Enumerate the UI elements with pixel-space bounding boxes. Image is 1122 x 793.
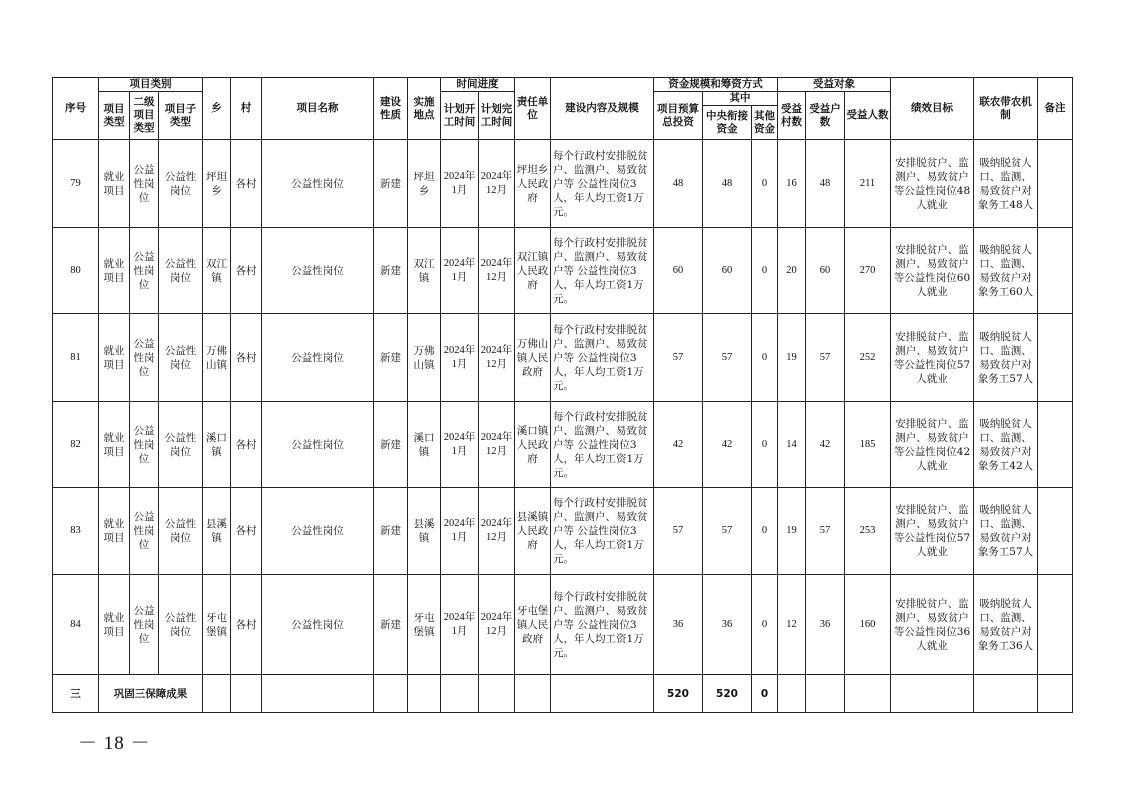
- cell-remarks: [1038, 314, 1073, 402]
- cell-planned-end: 2024年12月: [479, 488, 515, 575]
- cell-location: 双江镇: [408, 228, 441, 314]
- cell-benef-households: 57: [806, 488, 845, 575]
- cell-remarks: [1038, 575, 1073, 675]
- cell-seq: 84: [53, 575, 99, 675]
- cell-planned-end: 2024年12月: [479, 402, 515, 488]
- cell-remarks: [1038, 228, 1073, 314]
- cell-content-scale: 每个行政村安排脱贫户、监测户、易致贫户等 公益性岗位3人，年人均工资1万元。: [551, 488, 654, 575]
- cell-planned-end: 2024年12月: [479, 140, 515, 228]
- cell-township: 溪口镇: [203, 402, 231, 488]
- summary-empty: [551, 675, 654, 713]
- cell-other-funds: 0: [752, 402, 778, 488]
- cell-content-scale: 每个行政村安排脱贫户、监测户、易致贫户等 公益性岗位3人，年人均工资1万元。: [551, 575, 654, 675]
- cell-village: 各村: [231, 488, 262, 575]
- header-construction-nature: 建设性质: [374, 78, 408, 140]
- cell-township: 坪坦乡: [203, 140, 231, 228]
- cell-performance: 安排脱贫户、监测户、易致贫户等公益性岗位57人就业: [891, 314, 974, 402]
- summary-empty: [778, 675, 806, 713]
- summary-empty: [231, 675, 262, 713]
- header-schedule: 时间进度: [441, 78, 515, 92]
- project-table: [52, 77, 1073, 713]
- header-benef-villages: 受益村数: [778, 92, 806, 140]
- cell-linkage: 吸纳脱贫人口、监测、易致贫户对象务工57人: [974, 488, 1038, 575]
- cell-village: 各村: [231, 314, 262, 402]
- cell-planned-start: 2024年1月: [441, 228, 479, 314]
- cell-remarks: [1038, 140, 1073, 228]
- cell-benef-villages: 19: [778, 314, 806, 402]
- page-number: － 18 －: [78, 733, 151, 754]
- cell-planned-end: 2024年12月: [479, 575, 515, 675]
- cell-benef-villages: 19: [778, 488, 806, 575]
- cell-village: 各村: [231, 228, 262, 314]
- summary-empty: [441, 675, 479, 713]
- summary-name: 巩固三保障成果: [99, 675, 203, 713]
- cell-village: 各村: [231, 140, 262, 228]
- cell-location: 万佛山镇: [408, 314, 441, 402]
- cell-content-scale: 每个行政村安排脱贫户、监测户、易致贫户等 公益性岗位3人，年人均工资1万元。: [551, 140, 654, 228]
- cell-level2-type: 公益性岗位: [130, 488, 159, 575]
- cell-construction-nature: 新建: [374, 140, 408, 228]
- cell-responsible-unit: 双江镇人民政府: [515, 228, 551, 314]
- cell-benef-villages: 12: [778, 575, 806, 675]
- cell-planned-end: 2024年12月: [479, 314, 515, 402]
- cell-planned-start: 2024年1月: [441, 140, 479, 228]
- cell-remarks: [1038, 488, 1073, 575]
- header-content-scale: 建设内容及规模: [551, 78, 654, 140]
- table-row: [53, 402, 1073, 488]
- table-row: [53, 314, 1073, 402]
- cell-benef-people: 253: [845, 488, 891, 575]
- cell-benef-households: 36: [806, 575, 845, 675]
- header-project-type: 项目类型: [99, 92, 130, 140]
- cell-township: 县溪镇: [203, 488, 231, 575]
- summary-empty: [203, 675, 231, 713]
- header-sub-type: 项目子类型: [159, 92, 203, 140]
- cell-linkage: 吸纳脱贫人口、监测、易致贫户对象务工42人: [974, 402, 1038, 488]
- header-central-funds: 中央衔接资金: [703, 106, 752, 140]
- summary-empty: [479, 675, 515, 713]
- header-other-funds: 其他资金: [752, 106, 778, 140]
- cell-project-name: 公益性岗位: [262, 488, 374, 575]
- header-responsible-unit: 责任单位: [515, 78, 551, 140]
- cell-village: 各村: [231, 402, 262, 488]
- cell-project-type: 就业项目: [99, 140, 130, 228]
- header-project-category: 项目类别: [99, 78, 203, 92]
- header-project-name: 项目名称: [262, 78, 374, 140]
- cell-content-scale: 每个行政村安排脱贫户、监测户、易致贫户等 公益性岗位3人，年人均工资1万元。: [551, 314, 654, 402]
- cell-total-budget: 60: [654, 228, 703, 314]
- cell-project-type: 就业项目: [99, 575, 130, 675]
- cell-sub-type: 公益性岗位: [159, 488, 203, 575]
- cell-construction-nature: 新建: [374, 228, 408, 314]
- header-linkage: 联农带农机制: [974, 78, 1038, 140]
- summary-empty: [806, 675, 845, 713]
- header-benef-people: 受益人数: [845, 92, 891, 140]
- cell-performance: 安排脱贫户、监测户、易致贫户等公益性岗位60人就业: [891, 228, 974, 314]
- cell-performance: 安排脱贫户、监测户、易致贫户等公益性岗位57人就业: [891, 488, 974, 575]
- table-row: [53, 488, 1073, 575]
- cell-level2-type: 公益性岗位: [130, 314, 159, 402]
- header-seq: 序号: [53, 78, 99, 140]
- cell-other-funds: 0: [752, 488, 778, 575]
- cell-benef-households: 48: [806, 140, 845, 228]
- cell-seq: 82: [53, 402, 99, 488]
- cell-level2-type: 公益性岗位: [130, 140, 159, 228]
- header-village: 村: [231, 78, 262, 140]
- cell-other-funds: 0: [752, 314, 778, 402]
- cell-construction-nature: 新建: [374, 314, 408, 402]
- cell-sub-type: 公益性岗位: [159, 402, 203, 488]
- cell-performance: 安排脱贫户、监测户、易致贫户等公益性岗位42人就业: [891, 402, 974, 488]
- summary-other: 0: [752, 675, 778, 713]
- cell-linkage: 吸纳脱贫人口、监测、易致贫户对象务工60人: [974, 228, 1038, 314]
- summary-empty: [845, 675, 891, 713]
- cell-construction-nature: 新建: [374, 402, 408, 488]
- cell-project-type: 就业项目: [99, 228, 130, 314]
- cell-planned-start: 2024年1月: [441, 575, 479, 675]
- cell-content-scale: 每个行政村安排脱贫户、监测户、易致贫户等 公益性岗位3人，年人均工资1万元。: [551, 402, 654, 488]
- cell-responsible-unit: 坪坦乡人民政府: [515, 140, 551, 228]
- cell-responsible-unit: 牙屯堡镇人民政府: [515, 575, 551, 675]
- cell-benef-people: 160: [845, 575, 891, 675]
- cell-planned-end: 2024年12月: [479, 228, 515, 314]
- cell-central-funds: 57: [703, 488, 752, 575]
- cell-other-funds: 0: [752, 228, 778, 314]
- cell-planned-start: 2024年1月: [441, 402, 479, 488]
- summary-empty: [408, 675, 441, 713]
- header-level2-type: 二级项目类型: [130, 92, 159, 140]
- header-planned-end: 计划完工时间: [479, 92, 515, 140]
- cell-central-funds: 48: [703, 140, 752, 228]
- cell-seq: 83: [53, 488, 99, 575]
- cell-township: 万佛山镇: [203, 314, 231, 402]
- cell-level2-type: 公益性岗位: [130, 228, 159, 314]
- cell-benef-villages: 14: [778, 402, 806, 488]
- summary-total: 520: [654, 675, 703, 713]
- header-performance: 绩效目标: [891, 78, 974, 140]
- cell-village: 各村: [231, 575, 262, 675]
- cell-location: 溪口镇: [408, 402, 441, 488]
- header-township: 乡: [203, 78, 231, 140]
- summary-empty: [515, 675, 551, 713]
- cell-benef-people: 270: [845, 228, 891, 314]
- cell-sub-type: 公益性岗位: [159, 575, 203, 675]
- cell-total-budget: 57: [654, 314, 703, 402]
- header-beneficiaries: 受益对象: [778, 78, 891, 92]
- table-row: [53, 140, 1073, 228]
- cell-benef-households: 42: [806, 402, 845, 488]
- cell-other-funds: 0: [752, 140, 778, 228]
- header-total-budget: 项目预算总投资: [654, 92, 703, 140]
- summary-central: 520: [703, 675, 752, 713]
- header-of-which: 其中: [703, 92, 778, 106]
- cell-project-name: 公益性岗位: [262, 140, 374, 228]
- cell-seq: 80: [53, 228, 99, 314]
- cell-total-budget: 36: [654, 575, 703, 675]
- cell-benef-people: 211: [845, 140, 891, 228]
- cell-construction-nature: 新建: [374, 575, 408, 675]
- cell-project-type: 就业项目: [99, 402, 130, 488]
- cell-benef-people: 252: [845, 314, 891, 402]
- cell-level2-type: 公益性岗位: [130, 575, 159, 675]
- cell-benef-households: 60: [806, 228, 845, 314]
- cell-project-name: 公益性岗位: [262, 402, 374, 488]
- cell-total-budget: 48: [654, 140, 703, 228]
- cell-location: 坪坦乡: [408, 140, 441, 228]
- cell-planned-start: 2024年1月: [441, 314, 479, 402]
- cell-location: 牙屯堡镇: [408, 575, 441, 675]
- cell-benef-people: 185: [845, 402, 891, 488]
- cell-project-type: 就业项目: [99, 488, 130, 575]
- cell-performance: 安排脱贫户、监测户、易致贫户等公益性岗位48人就业: [891, 140, 974, 228]
- cell-benef-villages: 16: [778, 140, 806, 228]
- cell-central-funds: 42: [703, 402, 752, 488]
- cell-responsible-unit: 县溪镇人民政府: [515, 488, 551, 575]
- header-remarks: 备注: [1038, 78, 1073, 140]
- summary-empty: [1038, 675, 1073, 713]
- summary-seq: 三: [53, 675, 99, 713]
- cell-linkage: 吸纳脱贫人口、监测、易致贫户对象务工36人: [974, 575, 1038, 675]
- cell-township: 双江镇: [203, 228, 231, 314]
- cell-responsible-unit: 万佛山镇人民政府: [515, 314, 551, 402]
- cell-level2-type: 公益性岗位: [130, 402, 159, 488]
- header-planned-start: 计划开工时间: [441, 92, 479, 140]
- cell-total-budget: 42: [654, 402, 703, 488]
- cell-project-type: 就业项目: [99, 314, 130, 402]
- cell-remarks: [1038, 402, 1073, 488]
- table-row: [53, 575, 1073, 675]
- cell-performance: 安排脱贫户、监测户、易致贫户等公益性岗位36人就业: [891, 575, 974, 675]
- header-funding: 资金规模和筹资方式: [654, 78, 778, 92]
- cell-construction-nature: 新建: [374, 488, 408, 575]
- cell-total-budget: 57: [654, 488, 703, 575]
- cell-benef-villages: 20: [778, 228, 806, 314]
- summary-empty: [891, 675, 974, 713]
- cell-sub-type: 公益性岗位: [159, 314, 203, 402]
- cell-sub-type: 公益性岗位: [159, 140, 203, 228]
- cell-planned-start: 2024年1月: [441, 488, 479, 575]
- cell-project-name: 公益性岗位: [262, 314, 374, 402]
- cell-central-funds: 57: [703, 314, 752, 402]
- header-benef-households: 受益户数: [806, 92, 845, 140]
- cell-linkage: 吸纳脱贫人口、监测、易致贫户对象务工48人: [974, 140, 1038, 228]
- cell-content-scale: 每个行政村安排脱贫户、监测户、易致贫户等 公益性岗位3人，年人均工资1万元。: [551, 228, 654, 314]
- cell-seq: 81: [53, 314, 99, 402]
- cell-project-name: 公益性岗位: [262, 575, 374, 675]
- cell-central-funds: 60: [703, 228, 752, 314]
- cell-central-funds: 36: [703, 575, 752, 675]
- cell-responsible-unit: 溪口镇人民政府: [515, 402, 551, 488]
- cell-location: 县溪镇: [408, 488, 441, 575]
- cell-other-funds: 0: [752, 575, 778, 675]
- header-location: 实施地点: [408, 78, 441, 140]
- summary-empty: [262, 675, 374, 713]
- summary-empty: [374, 675, 408, 713]
- cell-project-name: 公益性岗位: [262, 228, 374, 314]
- table-row: [53, 228, 1073, 314]
- cell-linkage: 吸纳脱贫人口、监测、易致贫户对象务工57人: [974, 314, 1038, 402]
- cell-seq: 79: [53, 140, 99, 228]
- summary-empty: [974, 675, 1038, 713]
- cell-sub-type: 公益性岗位: [159, 228, 203, 314]
- cell-benef-households: 57: [806, 314, 845, 402]
- summary-row: [53, 675, 1073, 713]
- cell-township: 牙屯堡镇: [203, 575, 231, 675]
